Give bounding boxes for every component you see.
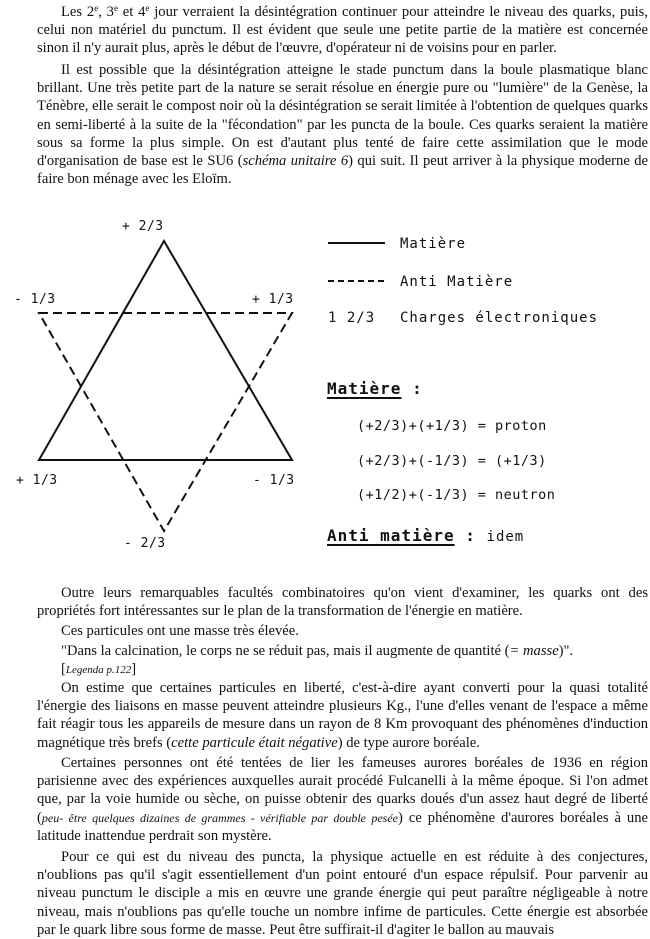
lower-right-charge-label: - 1/3	[253, 473, 295, 488]
legend-charge-sample: 1 2/3	[328, 310, 376, 326]
paragraph-2	[37, 61, 648, 188]
p2-text: Il est possible que la désintégration atteigne le stade punctum dans la boule plasmatique blanc brillant. Une très petite part de la nature se serait résolue en énergie pure ou "lumière" de la Genèse, la Ténèbre, elle serait le compost noir où la désintégration se serait limitée à l'obtention de quelques quarks en semi-liberté à la suite de la "fécondation" par les puncta de la boule. Ces quarks seraient la matière sous sa forme la plus simple. On est d'autant plus tenté de faire cette assimilation que le mode d'organisation de base est le SU6 (	[37, 62, 648, 170]
matter-heading-colon: :	[412, 379, 423, 398]
upper-right-charge-label: + 1/3	[252, 292, 294, 307]
paragraph-1	[37, 3, 648, 58]
legend-charge-label: Charges électroniques	[400, 310, 599, 326]
antimatter-triangle	[39, 313, 292, 531]
antimatter-heading	[327, 526, 524, 545]
bottom-charge-label: - 2/3	[124, 536, 166, 551]
legend-matter-label: Matière	[400, 236, 467, 252]
star-of-david-figure	[0, 205, 650, 565]
paragraph-4: Ces particules ont une masse très élevée.	[61, 623, 299, 639]
p1-sup-3: e	[145, 3, 150, 13]
quote-text: "Dans la calcination, le corps ne se réduit pas, mais il augmente de quantité (	[61, 643, 510, 659]
p2-italic: schéma unitaire 6	[242, 153, 349, 170]
p6-text-end: ) ce phénomène d'aurores boréales à une latitude inattendue perdrait son mystère.	[37, 809, 649, 844]
paragraph-6	[37, 754, 648, 845]
su6-diagram	[0, 205, 650, 565]
antimatter-heading-text: Anti matière	[327, 526, 455, 545]
matter-triangle	[39, 241, 292, 460]
lower-left-charge-label: + 1/3	[16, 473, 58, 488]
quote-paragraph	[37, 642, 648, 660]
p6-text: Certaines personnes ont été tentées de lier les fameuses aurores boréales de 1936 en région parisienne avec des expériences auxquelles aurait procédé Fulcanelli à la même époque. Si l'on admet que, par la voie humide ou sèche, on puisse obtenir des quarks doués d'un assez haut degré de liberté (	[37, 755, 648, 826]
quote-italic: = masse	[509, 643, 559, 659]
upper-left-charge-label: - 1/3	[14, 292, 56, 307]
ref-text: Legenda p.122	[65, 664, 132, 676]
equation-neutron: (+1/2)+(-1/3) = neutron	[357, 487, 556, 503]
ref-open-bracket: [	[61, 661, 66, 677]
top-charge-label: + 2/3	[122, 219, 164, 234]
antimatter-value: idem	[486, 529, 525, 545]
matter-heading	[327, 379, 423, 398]
matter-heading-text: Matière	[327, 379, 402, 398]
paragraph-7: Pour ce qui est du niveau des puncta, la physique actuelle en est réduite à des conjectures, n'oublions pas qu'il s'agit essentiellement d'un point entouré d'un espace répulsif. Pour parvenir au niveau punctum le disciple a mis en œuvre une grande énergie qui peut paraître négligeable à notre niveau, mais n'oublions pas qu'elle touche un nombre infime de particules. Cette énergie est absorbée par le quark libre sous forme de masse. Peut être suffirait-il d'agiter le ballon au mauvais	[37, 849, 648, 938]
equation-plus-one-third: (+2/3)+(-1/3) = (+1/3)	[357, 453, 547, 469]
legend-antimatter-label: Anti Matière	[400, 274, 514, 290]
ref-close-bracket: ]	[131, 661, 137, 677]
p1-sup-1: e	[94, 3, 99, 13]
p6-italic: peu- être quelques dizaines de grammes - vérifiable par double pesée	[41, 810, 398, 825]
legenda-reference	[61, 660, 361, 679]
p1-mid-1: , 3	[98, 4, 114, 20]
p5-text: On estime que certaines particules en liberté, c'est-à-dire ayant converti pour la quasi totalité l'énergie des liaisons en masse peuvent atteindre plusieurs Kg., l'une d'elles venant de l'espace a même fait réagir tous les appareils de mesure dans un rayon de 8 Km provoquant des phénomènes d'induction magnétique très brefs (	[37, 680, 648, 751]
antimatter-heading-colon: :	[465, 526, 476, 545]
paragraph-5	[37, 679, 648, 752]
p5-text-end: ) de type aurore boréale.	[337, 734, 480, 751]
p1-mid-2: et 4	[117, 4, 146, 20]
quote-end: )".	[558, 643, 574, 659]
p5-italic: cette particule était négative	[171, 734, 338, 751]
p2-text-end: ) qui suit. Il peut arriver à la physique moderne de faire bon ménage avec les Eloïm.	[37, 153, 648, 188]
p1-rest: jour verraient la désintégration continuer pour atteindre le niveau des quarks, puis, celui non matériel du punctum. Il est évident que seule une petite partie de la matière est concernée sinon il n'y aurait plus, après le début de l'œuvre, d'opérateur ni de voisins pour en parler.	[37, 4, 648, 57]
p1-lead: Les 2	[61, 4, 95, 20]
paragraph-3: Outre leurs remarquables facultés combinatoires qu'on vient d'examiner, les quarks ont des propriétés fort intéressantes sur le plan de la transformation de l'énergie en matière.	[37, 585, 648, 620]
p1-sup-2: e	[113, 3, 118, 13]
equation-proton: (+2/3)+(+1/3) = proton	[357, 418, 547, 434]
